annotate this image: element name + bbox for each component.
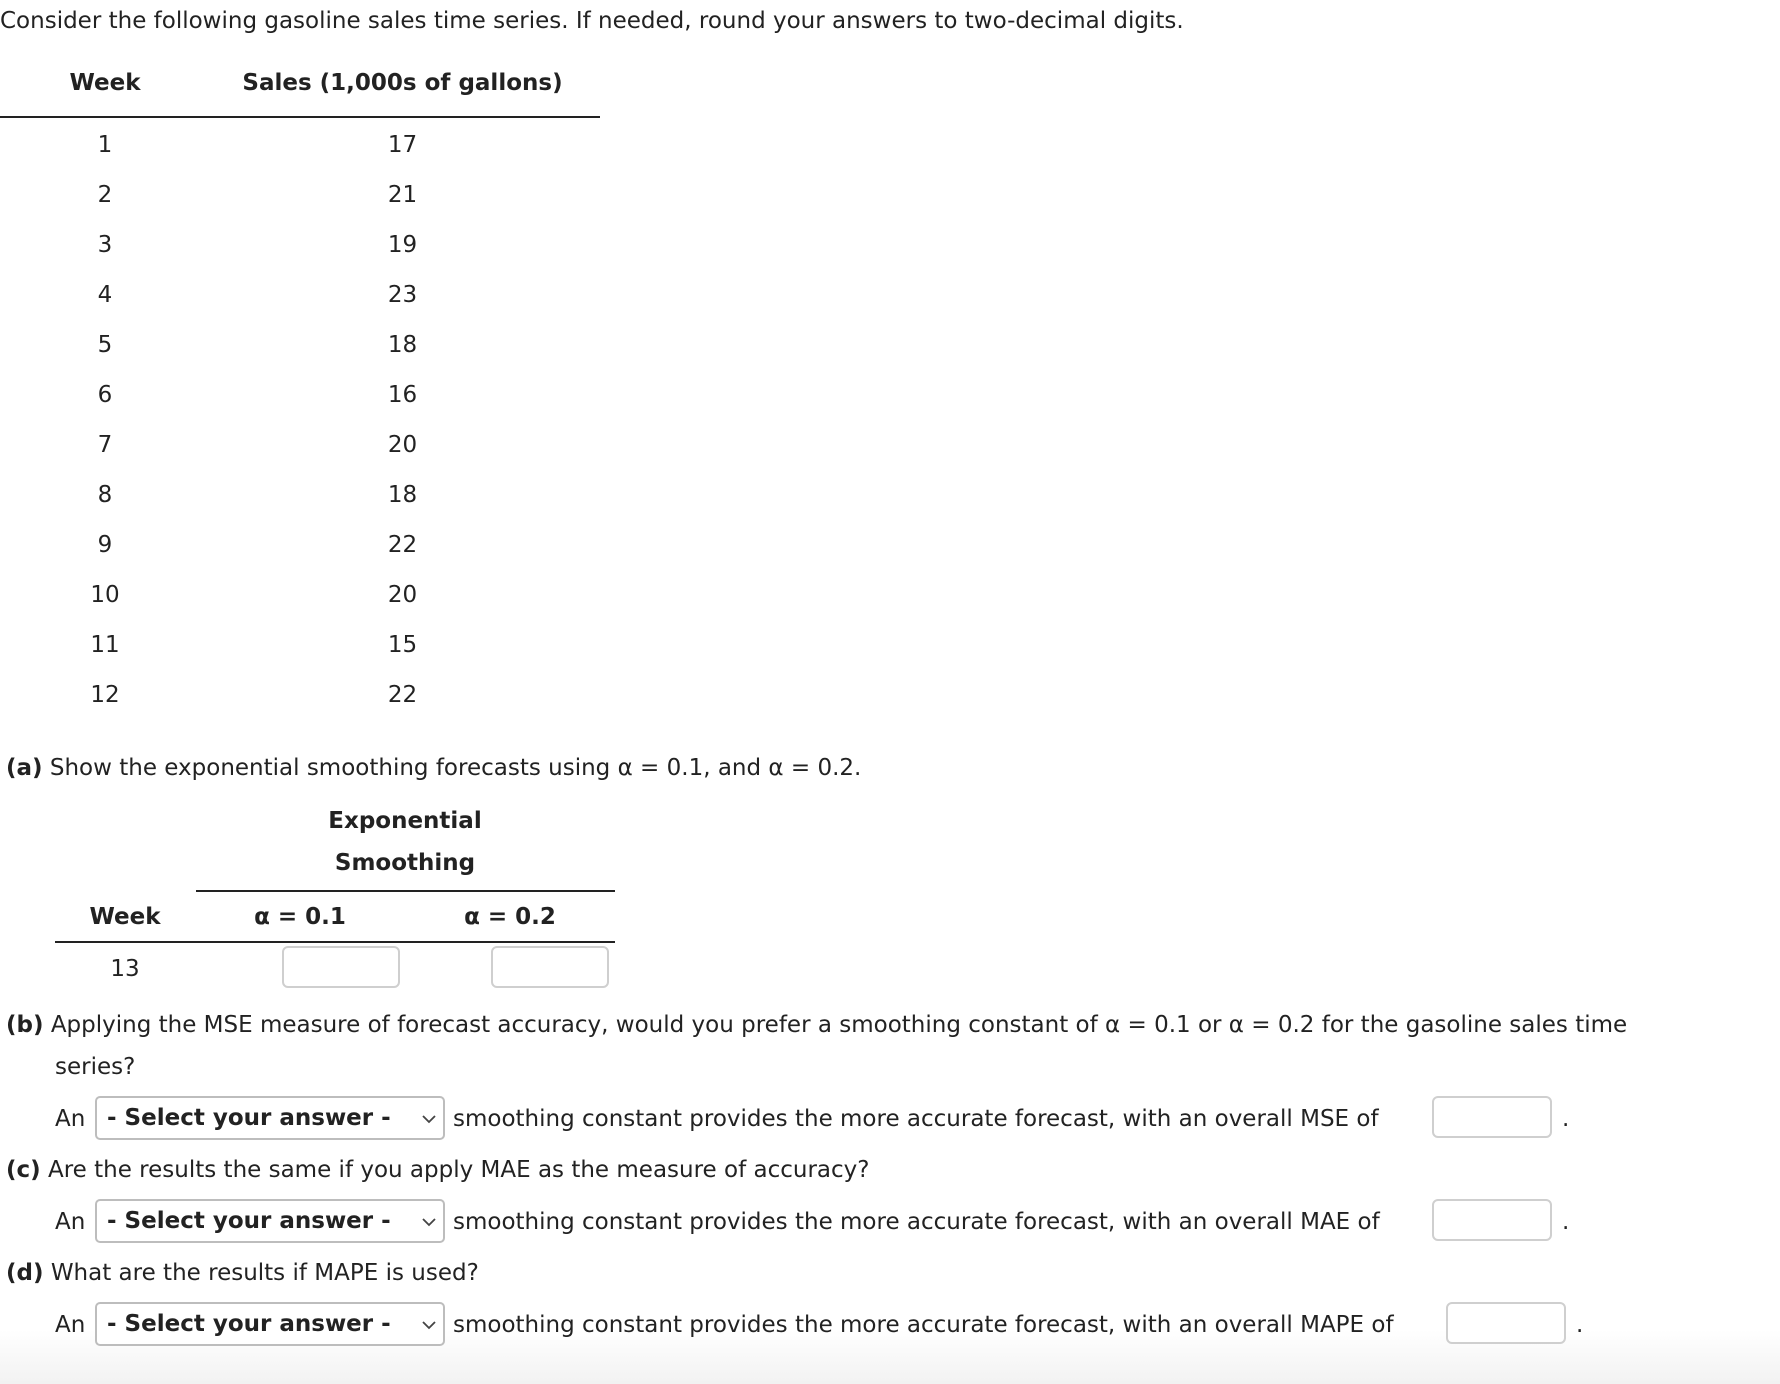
mse-select-value: - Select your answer - [107,1105,391,1131]
sales-table-week-cell: 7 [97,432,113,458]
sales-table-sales-cell: 21 [387,182,418,208]
part-d-question [6,1260,479,1286]
sales-table-sales-cell: 20 [387,432,418,458]
mae-answer-select[interactable] [95,1199,445,1243]
mse-answer-select[interactable] [95,1096,445,1140]
chevron-down-icon [421,1111,437,1127]
part-a-question [6,755,861,781]
part-d-period: . [1576,1312,1584,1338]
sales-table-header-sales: Sales (1,000s of gallons) [242,70,563,96]
part-d-suffix: smoothing constant provides the more accurate forecast, with an overall MAPE of [453,1312,1394,1338]
part-c-period: . [1562,1209,1570,1235]
sales-table-sales-cell: 15 [387,632,418,658]
mse-value-input[interactable] [1432,1096,1552,1138]
part-d-prefix: An [55,1312,86,1338]
forecast-group-header-line2: Smoothing [334,850,476,876]
chevron-down-icon [421,1317,437,1333]
sales-table-week-cell: 2 [97,182,113,208]
sales-table-week-cell: 3 [97,232,113,258]
mape-answer-select[interactable] [95,1302,445,1346]
sales-table-sales-cell: 18 [387,332,418,358]
sales-table-sales-cell: 20 [387,582,418,608]
part-b-text-line1: Applying the MSE measure of forecast accuracy, would you prefer a smoothing constant of α = 0.1 or α = 0.2 for the gasoline sales time [50,1012,1628,1038]
part-d-label: (d) [6,1260,44,1286]
part-b-suffix: smoothing constant provides the more accurate forecast, with an overall MSE of [453,1106,1379,1132]
forecast-header-alpha-0-2: α = 0.2 [464,904,556,930]
sales-table-sales-cell: 16 [387,382,418,408]
part-b-prefix: An [55,1106,86,1132]
sales-table-header-rule [0,116,600,118]
part-a-label: (a) [6,755,43,781]
part-c-label: (c) [6,1157,41,1183]
forecast-group-rule [196,890,615,892]
sales-table-week-cell: 1 [97,132,113,158]
sales-table-sales-cell: 23 [387,282,418,308]
forecast-week-13: 13 [110,956,140,982]
sales-table-week-cell: 12 [90,682,120,708]
sales-table-week-cell: 6 [97,382,113,408]
part-b-label: (b) [6,1012,44,1038]
sales-table-sales-cell: 17 [387,132,418,158]
forecast-header-rule [55,941,615,943]
mape-select-value: - Select your answer - [107,1311,391,1337]
sales-table-sales-cell: 18 [387,482,418,508]
sales-table-sales-cell: 22 [387,682,418,708]
part-c-text: Are the results the same if you apply MAE as the measure of accuracy? [47,1157,870,1183]
sales-table-week-cell: 4 [97,282,113,308]
forecast-group-header-line1: Exponential [328,808,482,834]
mae-select-value: - Select your answer - [107,1208,391,1234]
part-c-suffix: smoothing constant provides the more accurate forecast, with an overall MAE of [453,1209,1380,1235]
sales-table-week-cell: 8 [97,482,113,508]
part-d-text: What are the results if MAPE is used? [50,1260,479,1286]
sales-table-week-cell: 10 [90,582,120,608]
sales-table-week-cell: 11 [90,632,120,658]
part-b-question [6,1012,1627,1038]
sales-table-week-cell: 9 [97,532,113,558]
part-c-question [6,1157,869,1183]
intro-text: Consider the following gasoline sales time series. If needed, round your answers to two-decimal digits. [0,8,1184,34]
forecast-alpha-0-2-input[interactable] [491,946,609,988]
part-b-period: . [1562,1106,1570,1132]
forecast-header-week: Week [89,904,161,930]
sales-table-week-cell: 5 [97,332,113,358]
sales-table-sales-cell: 19 [387,232,418,258]
part-a-text: Show the exponential smoothing forecasts using α = 0.1, and α = 0.2. [49,755,862,781]
mae-value-input[interactable] [1432,1199,1552,1241]
sales-table-sales-cell: 22 [387,532,418,558]
chevron-down-icon [421,1214,437,1230]
mape-value-input[interactable] [1446,1302,1566,1344]
part-b-text-line2: series? [55,1054,136,1080]
sales-table-header-week: Week [69,70,141,96]
forecast-header-alpha-0-1: α = 0.1 [254,904,346,930]
part-c-prefix: An [55,1209,86,1235]
forecast-alpha-0-1-input[interactable] [282,946,400,988]
